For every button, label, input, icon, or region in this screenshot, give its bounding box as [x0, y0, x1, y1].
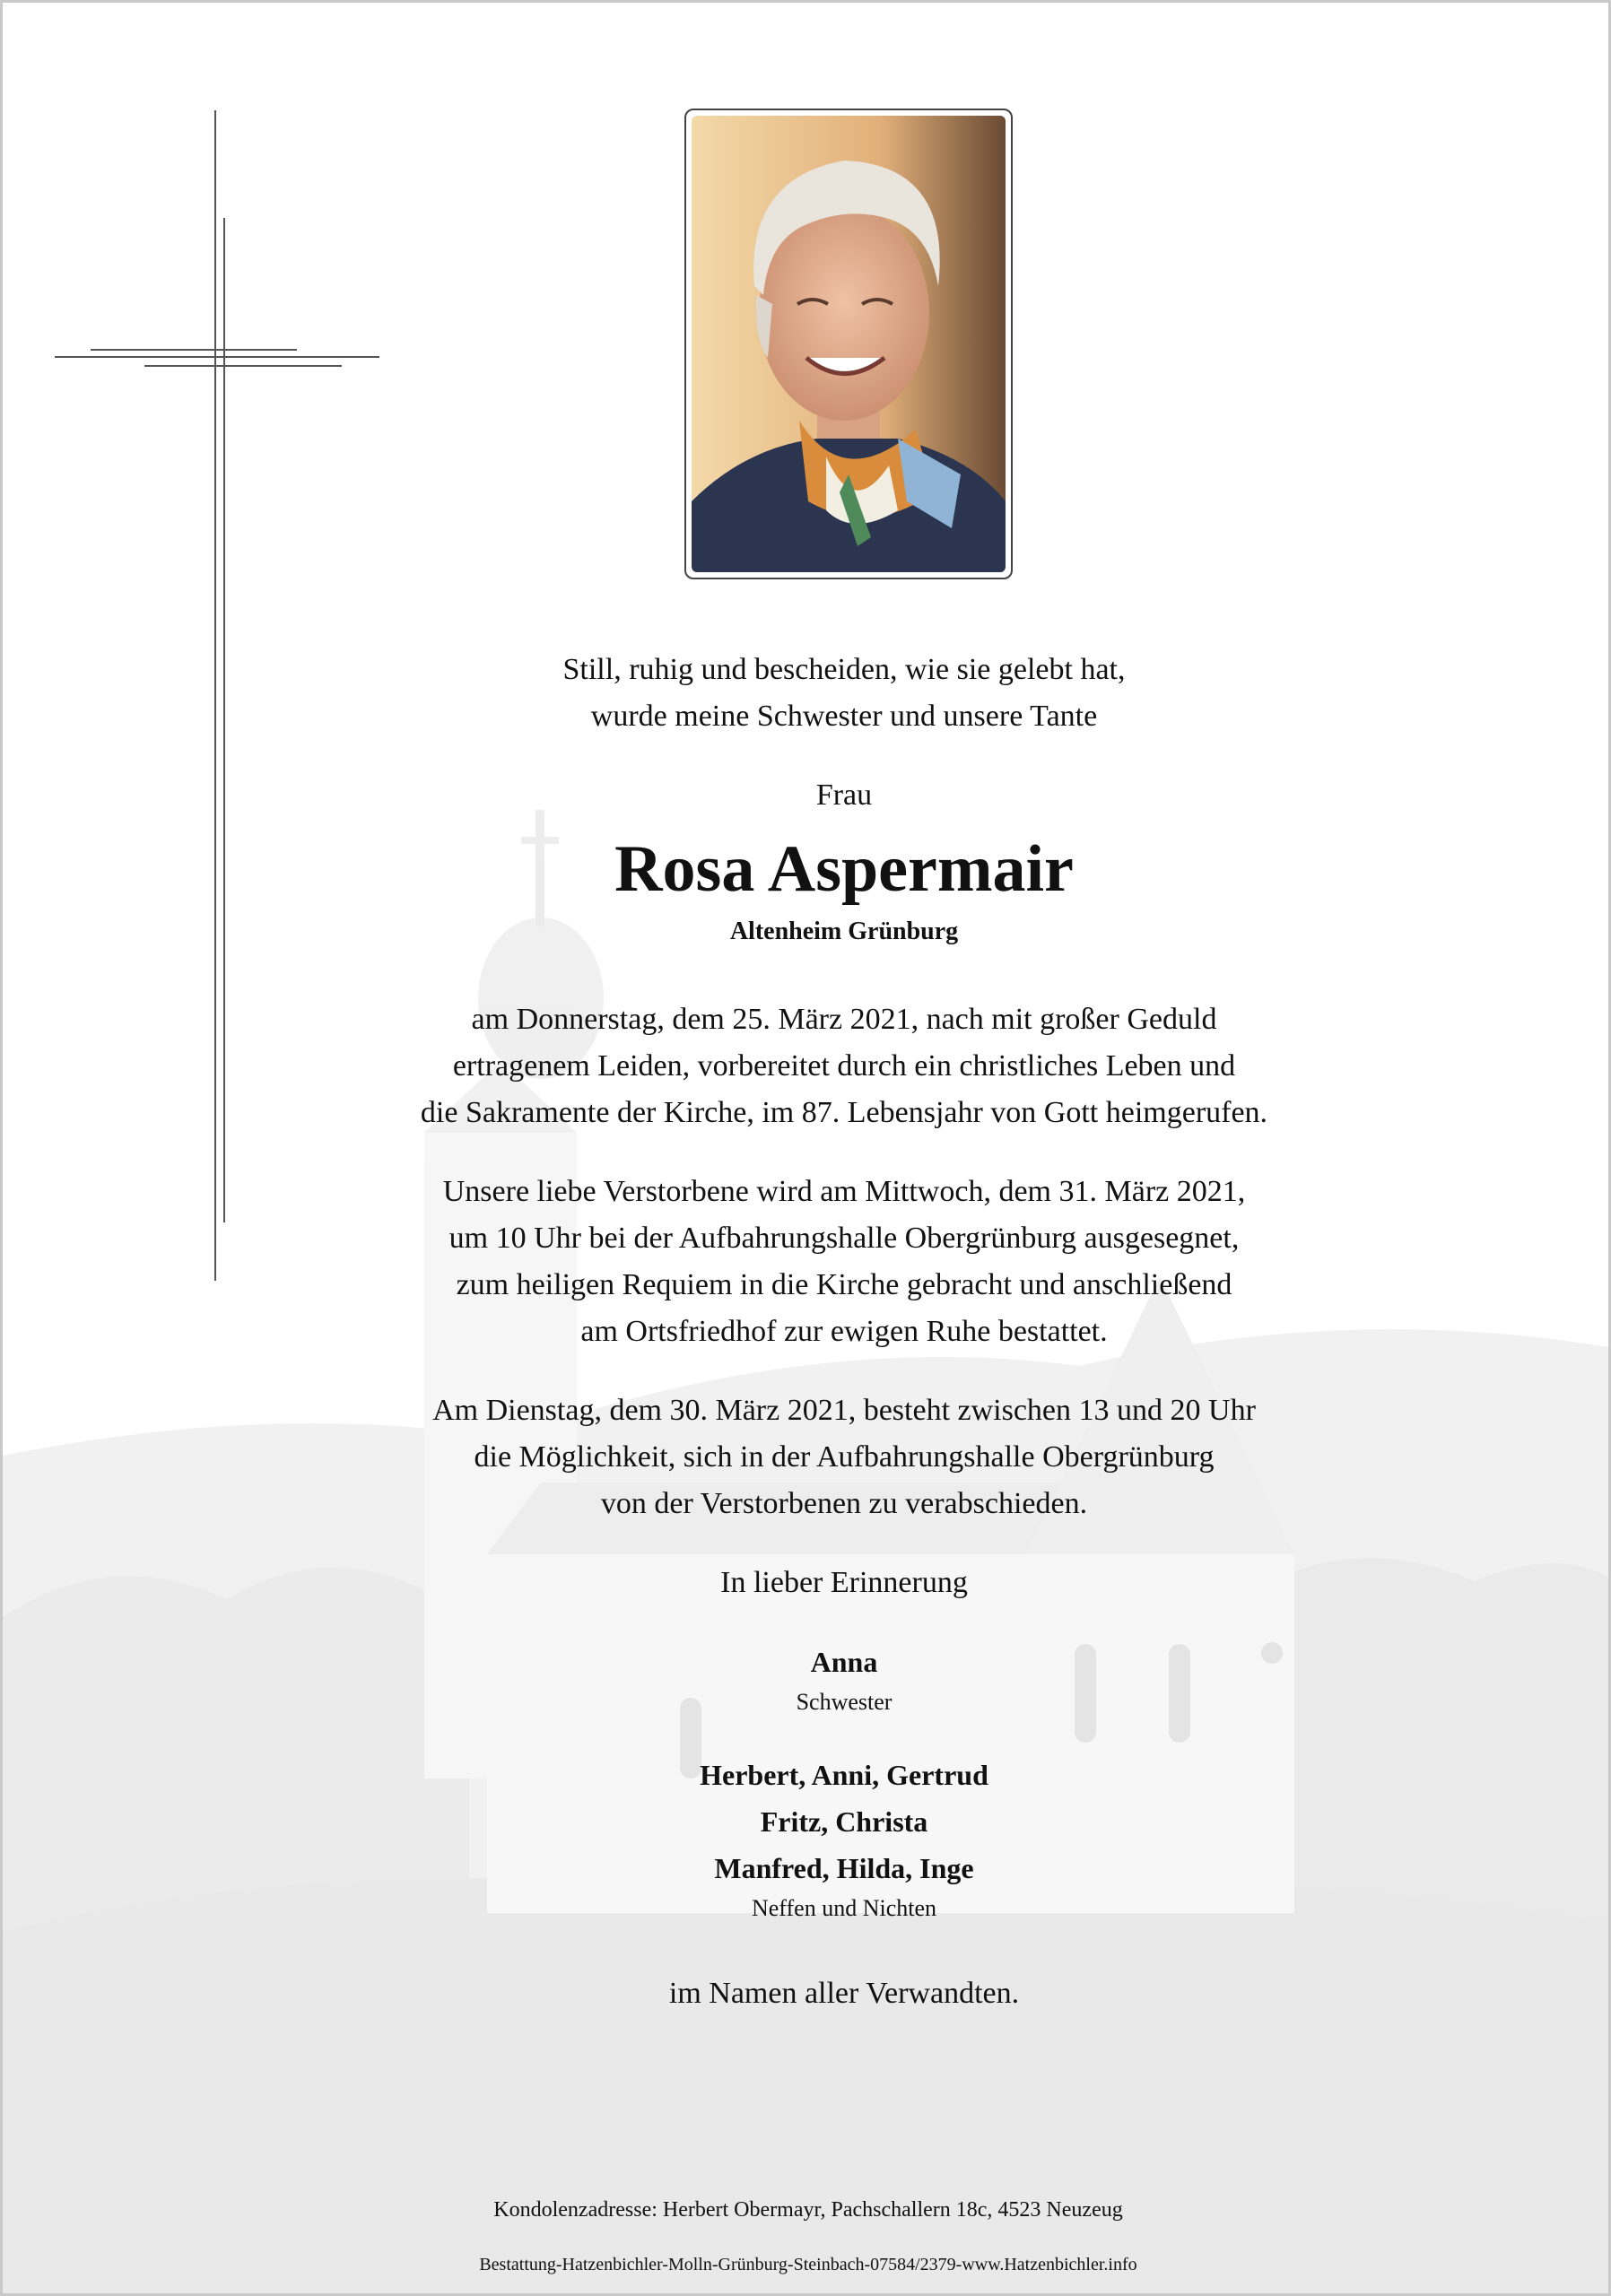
- viewing-line: die Möglichkeit, sich in der Aufbahrungshalle Obergrünburg: [474, 1440, 1215, 1474]
- mourner-name: Manfred, Hilda, Inge: [714, 1852, 974, 1884]
- funeral-line: um 10 Uhr bei der Aufbahrungshalle Obergrünburg ausgesegnet,: [448, 1222, 1240, 1255]
- closing-line: im Namen aller Verwandten.: [668, 1977, 1020, 2010]
- residence: Altenheim Grünburg: [729, 918, 959, 945]
- death-line: am Donnerstag, dem 25. März 2021, nach mit großer Geduld: [471, 1003, 1217, 1036]
- cross-icon-vertical-outer: [214, 110, 216, 1281]
- funeral-line: zum heiligen Requiem in die Kirche gebracht und anschließend: [456, 1268, 1232, 1301]
- mourner-name: Anna: [810, 1646, 878, 1678]
- cross-icon-vertical-inner: [223, 218, 225, 1222]
- intro-line: Still, ruhig und bescheiden, wie sie gelebt hat,: [562, 653, 1126, 686]
- salutation: Frau: [815, 778, 873, 812]
- death-line: ertragenem Leiden, vorbereitet durch ein christliches Leben und: [452, 1049, 1236, 1083]
- funeral-line: am Ortsfriedhof zur ewigen Ruhe bestattet.: [580, 1315, 1108, 1348]
- cross-icon-horizontal-inner: [91, 349, 297, 351]
- funeral-line: Unsere liebe Verstorbene wird am Mittwoch, dem 31. März 2021,: [442, 1175, 1246, 1208]
- viewing-line: Am Dienstag, dem 30. März 2021, besteht zwischen 13 und 20 Uhr: [432, 1394, 1256, 1427]
- cross-icon-horizontal-lower: [144, 365, 342, 367]
- funeral-home-footer: Bestattung-Hatzenbichler-Molln-Grünburg-Steinbach-07584/2379-www.Hatzenbichler.info: [479, 2255, 1137, 2274]
- mourner-name: Herbert, Anni, Gertrud: [700, 1759, 988, 1791]
- deceased-name: Rosa Aspermair: [614, 832, 1074, 906]
- death-line: die Sakramente der Kirche, im 87. Lebensjahr von Gott heimgerufen.: [420, 1096, 1268, 1129]
- mourner-name: Fritz, Christa: [760, 1805, 928, 1838]
- mourner-role: Neffen und Nichten: [751, 1895, 936, 1921]
- portrait-photo: [684, 109, 1013, 579]
- condolence-address: Kondolenzadresse: Herbert Obermayr, Pachschallern 18c, 4523 Neuzeug: [493, 2198, 1123, 2222]
- memory-line: In lieber Erinnerung: [720, 1566, 968, 1599]
- cross-icon-horizontal-outer: [55, 356, 379, 358]
- obituary-text: [360, 647, 1328, 2017]
- mourner-role: Schwester: [796, 1689, 893, 1715]
- intro-line: wurde meine Schwester und unsere Tante: [590, 700, 1098, 733]
- viewing-line: von der Verstorbenen zu verabschieden.: [600, 1487, 1088, 1520]
